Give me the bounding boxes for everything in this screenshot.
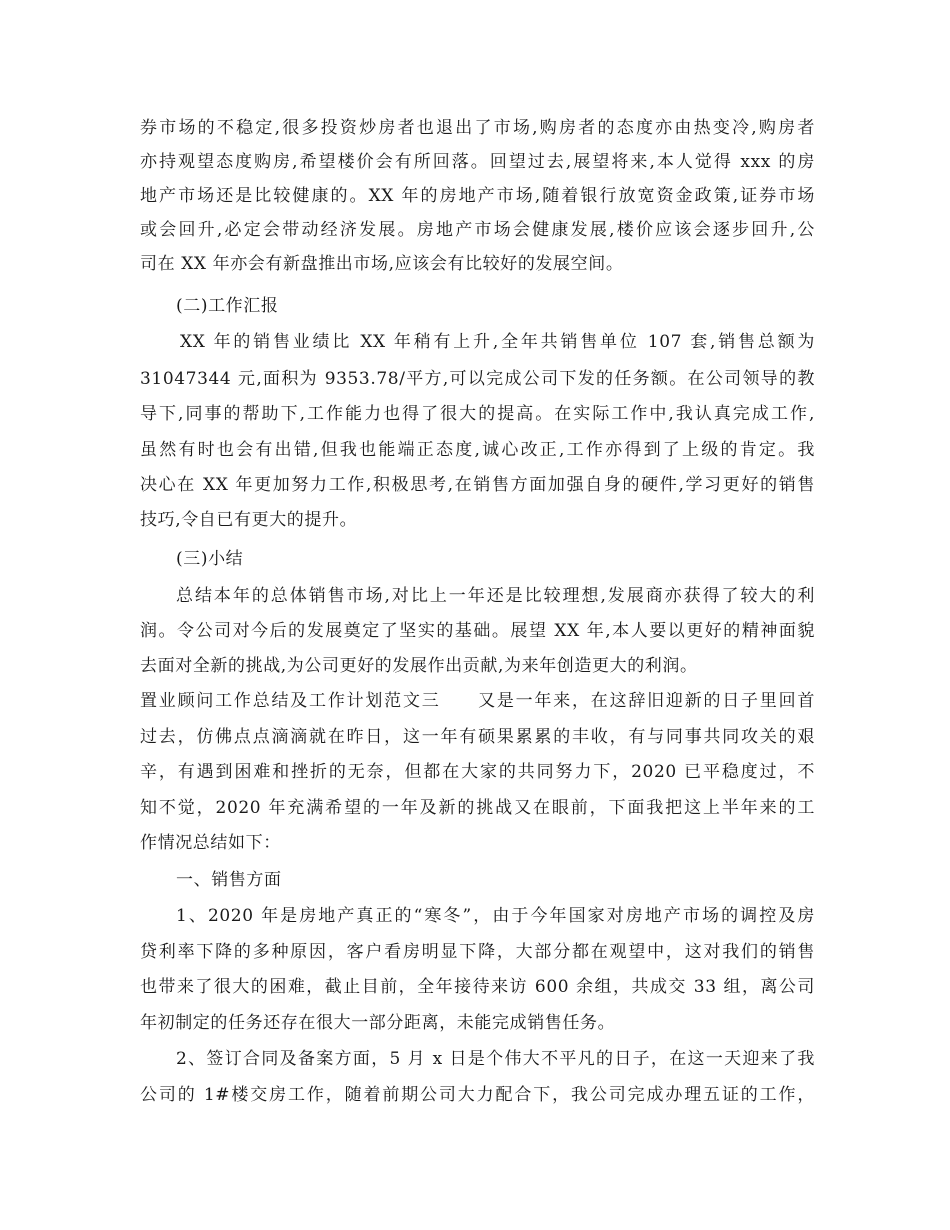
text-line: 贷利率下降的多种原因，客户看房明显下降，大部分都在观望中，这对我们的销售: [140, 942, 815, 962]
text-line: 过去，仿佛点点滴滴就在昨日，这一年有硕果累累的丰收，有与同事共同攻关的艰: [140, 727, 815, 747]
text-line: 地产市场还是比较健康的。XX 年的房地产市场,随着银行放宽资金政策,证券市场: [140, 186, 815, 206]
text-line: 亦持观望态度购房,希望楼价会有所回落。回望过去,展望将来,本人觉得 xxx 的房: [140, 152, 815, 172]
text-line: 润。令公司对今后的发展奠定了坚实的基础。展望 XX 年,本人要以更好的精神面貌: [140, 621, 815, 641]
text-line: 知不觉，2020 年充满希望的一年及新的挑战又在眼前，下面我把这上半年来的工: [140, 798, 815, 818]
text-line: 去面对全新的挑战,为公司更好的发展作出贡献,为来年创造更大的利润。: [140, 656, 698, 676]
text-line: 也带来了很大的困难，截止目前，全年接待来访 600 余组，共成交 33 组，离公司: [140, 977, 815, 997]
text-line: 作情况总结如下：: [140, 833, 281, 853]
section-heading: 一、销售方面: [176, 870, 282, 890]
text-line: 技巧,令自已有更大的提升。: [140, 510, 358, 530]
text-line: 年初制定的任务还存在很大一部分距离，未能完成销售任务。: [140, 1013, 616, 1033]
text-line: 虽然有时也会有出错,但我也能端正态度,诚心改正,工作亦得到了上级的肯定。我: [140, 440, 815, 460]
text-line: 1、2020 年是房地产真正的“寒冬”，由于今年国家对房地产市场的调控及房: [176, 906, 815, 926]
text-line: 置业顾问工作总结及工作计划范文三 又是一年来，在这辞旧迎新的日子里回首: [140, 691, 815, 711]
text-line: XX 年的销售业绩比 XX 年稍有上升,全年共销售单位 107 套,销售总额为: [180, 332, 815, 352]
text-line: 或会回升,必定会带动经济发展。房地产市场会健康发展,楼价应该会逐步回升,公: [140, 220, 815, 240]
section-heading: (三)小结: [176, 549, 244, 569]
text-line: 31047344 元,面积为 9353.78/平方,可以完成公司下发的任务额。在公司领导的教: [140, 369, 815, 389]
text-line: 决心在 XX 年更加努力工作,积极思考,在销售方面加强自身的硬件,学习更好的销售: [140, 475, 815, 495]
text-line: 辛，有遇到困难和挫折的无奈，但都在大家的共同努力下，2020 已平稳度过，不: [140, 762, 815, 782]
section-heading: (二)工作汇报: [176, 296, 279, 316]
text-line: 公司的 1#楼交房工作，随着前期公司大力配合下，我公司完成办理五证的工作，: [140, 1085, 815, 1105]
text-line: 司在 XX 年亦会有新盘推出市场,应该会有比较好的发展空间。: [140, 254, 624, 274]
text-line: 券市场的不稳定,很多投资炒房者也退出了市场,购房者的态度亦由热变冷,购房者: [140, 118, 815, 138]
text-line: 总结本年的总体销售市场,对比上一年还是比较理想,发展商亦获得了较大的利: [176, 586, 815, 606]
text-line: 2、签订合同及备案方面，5 月 x 日是个伟大不平凡的日子，在这一天迎来了我: [176, 1049, 815, 1069]
text-line: 导下,同事的帮助下,工作能力也得了很大的提高。在实际工作中,我认真完成工作,: [140, 404, 815, 424]
